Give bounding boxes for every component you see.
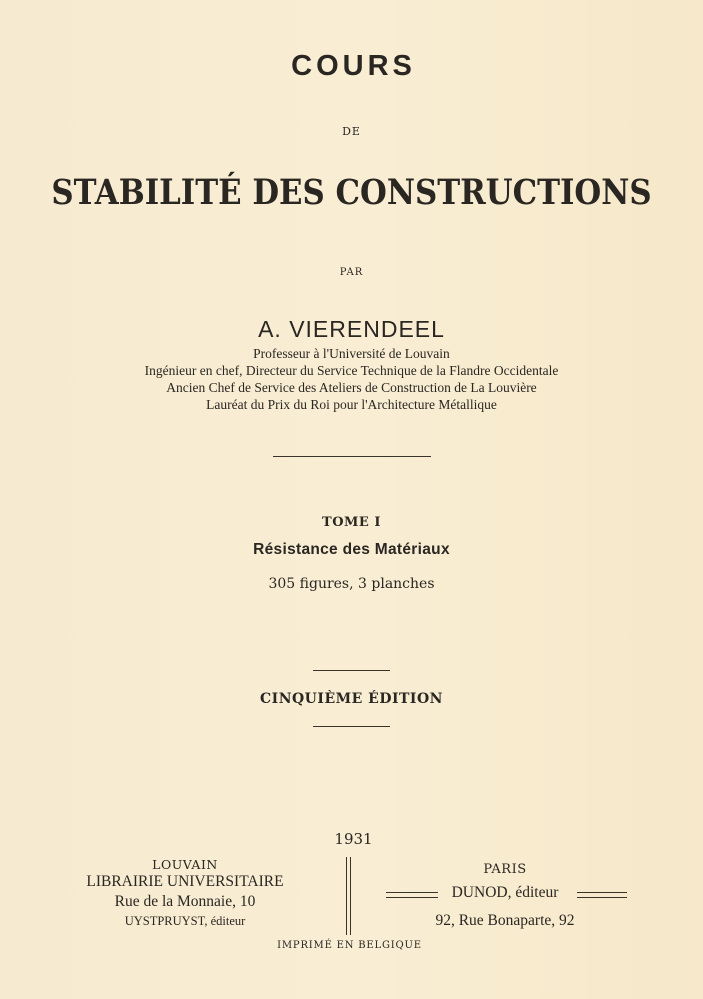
left-publisher-city: LOUVAIN <box>152 857 218 872</box>
series-connector: DE <box>342 125 361 138</box>
publication-year: 1931 <box>334 830 373 848</box>
series-word: COURS <box>291 50 416 82</box>
right-publisher-address: 92, Rue Bonaparte, 92 <box>435 912 575 929</box>
left-publisher-name: LIBRAIRIE UNIVERSITAIRE <box>86 873 284 890</box>
right-publisher-name: DUNOD, éditeur <box>451 884 559 901</box>
divider-rule <box>313 726 390 727</box>
by-label: PAR <box>339 267 364 278</box>
author-credential: Ingénieur en chef, Directeur du Service Technique de la Flandre Occidentale <box>144 363 559 378</box>
printed-in-note: IMPRIMÉ EN BELGIQUE <box>277 940 422 951</box>
author-credential: Lauréat du Prix du Roi pour l'Architecture Métallique <box>206 397 497 412</box>
divider-rule <box>273 456 431 457</box>
author-credential: Ancien Chef de Service des Ateliers de Construction de La Louvière <box>166 380 537 395</box>
edition-label: CINQUIÈME ÉDITION <box>260 691 443 707</box>
left-publisher-address: Rue de la Monnaie, 10 <box>114 893 256 910</box>
volume-number: TOME I <box>322 515 381 530</box>
author-credential: Professeur à l'Université de Louvain <box>253 346 450 361</box>
left-publisher-editor: UYSTPRUYST, éditeur <box>124 914 246 928</box>
figures-count: 305 figures, 3 planches <box>268 576 435 592</box>
right-publisher-city: PARIS <box>483 862 527 877</box>
column-separator <box>350 857 351 935</box>
divider-rule <box>313 670 390 671</box>
volume-subject: Résistance des Matériaux <box>253 541 450 558</box>
double-rule-right <box>577 892 627 898</box>
book-title: STABILITÉ DES CONSTRUCTIONS <box>51 172 652 213</box>
author-name: A. VIERENDEEL <box>258 316 445 342</box>
column-separator <box>346 857 347 935</box>
